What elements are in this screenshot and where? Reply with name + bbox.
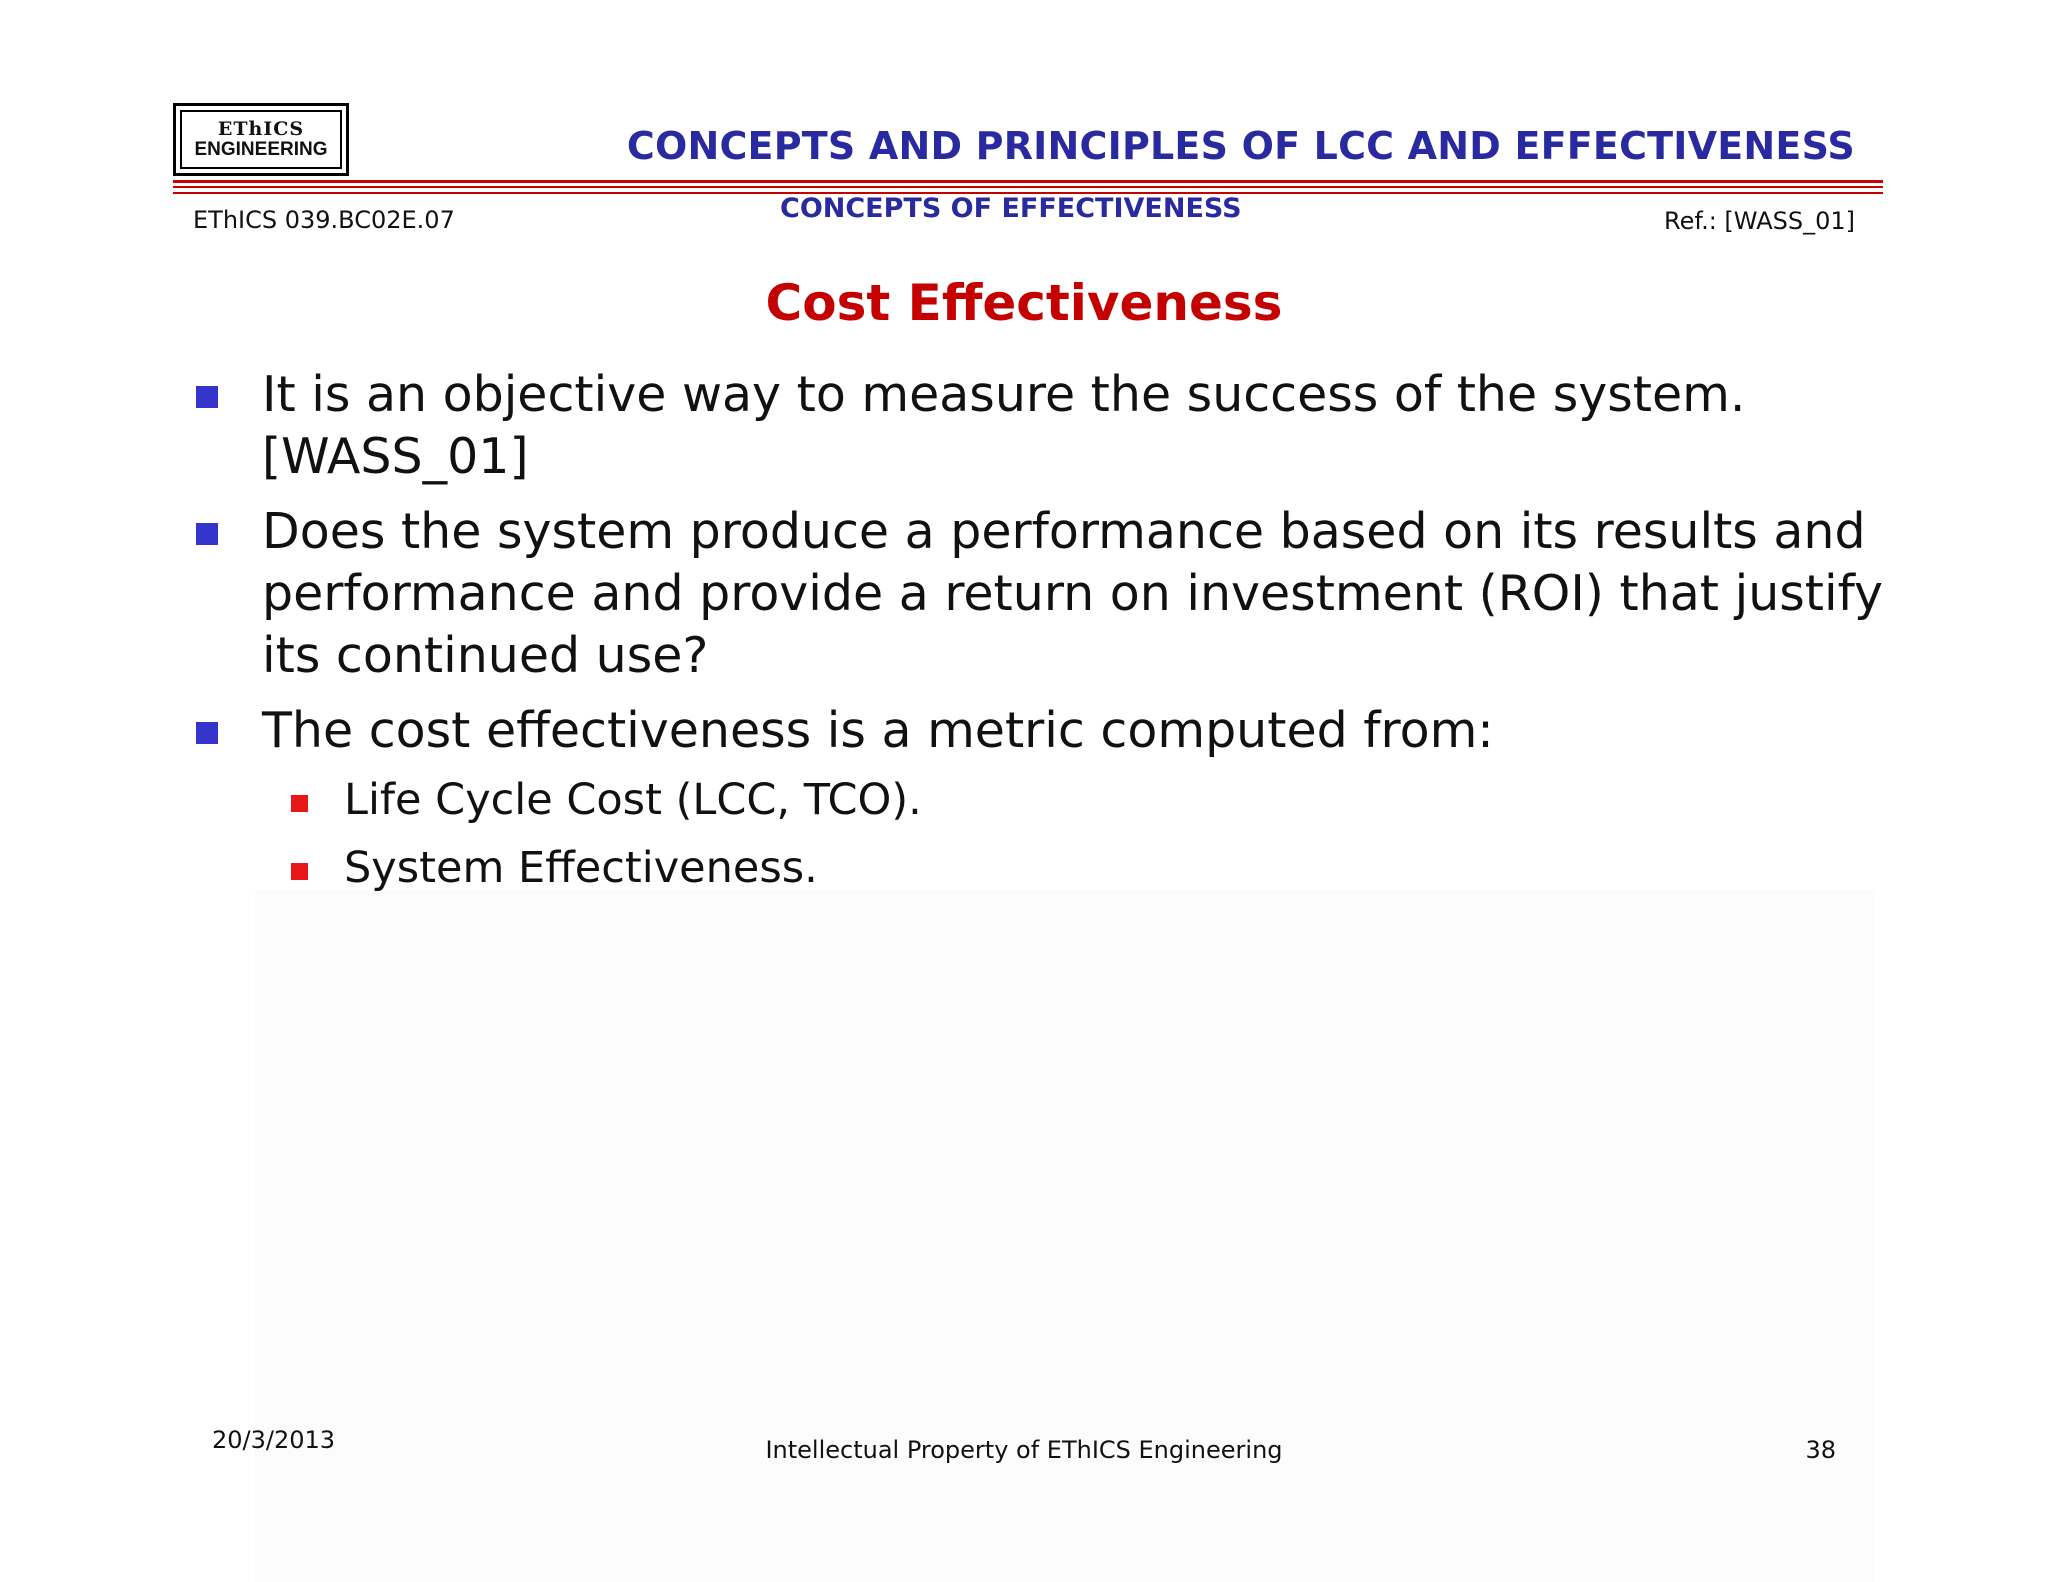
sub-bullet-item [196, 766, 1896, 834]
sub-bullet-list [262, 766, 1896, 902]
square-bullet-icon [196, 523, 218, 545]
sub-bullet-text: System Effectiveness. [344, 843, 818, 893]
sub-bullet-item [196, 834, 1896, 902]
header-rule-top [173, 180, 1883, 183]
logo-text-engineering: ENGINEERING [194, 138, 328, 160]
bullet-item [196, 364, 1896, 488]
reference-label: Ref.: [WASS_01] [1664, 207, 1855, 235]
header-main-title: CONCEPTS AND PRINCIPLES OF LCC AND EFFECTIVENESS [626, 124, 1855, 168]
logo-text-ethics: EThICS [217, 117, 305, 140]
header-rule-middle [173, 186, 1883, 188]
header-subtitle: CONCEPTS OF EFFECTIVENESS [780, 193, 1242, 224]
slide-title: Cost Effectiveness [765, 274, 1283, 332]
footer-copyright: Intellectual Property of EThICS Engineering [765, 1436, 1283, 1464]
bullet-item [196, 700, 1896, 902]
footer-date: 20/3/2013 [212, 1426, 336, 1454]
bullet-item [196, 501, 1896, 687]
bullet-text: It is an objective way to measure the success of the system. [WASS_01] [262, 366, 1746, 485]
document-id: EThICS 039.BC02E.07 [193, 206, 455, 234]
slide-background [255, 890, 1875, 1582]
square-bullet-icon [196, 386, 218, 408]
small-square-bullet-icon [291, 795, 308, 812]
ethics-engineering-logo [173, 103, 349, 176]
page-number: 38 [1805, 1436, 1836, 1464]
bullet-list [196, 364, 1896, 915]
square-bullet-icon [196, 722, 218, 744]
logo-frame [180, 110, 342, 169]
bullet-text: Does the system produce a performance based on its results and performance and provide a return on investment (ROI) that justify its continued use? [262, 503, 1883, 684]
bullet-text: The cost effectiveness is a metric computed from: [262, 702, 1494, 759]
small-square-bullet-icon [291, 863, 308, 880]
sub-bullet-text: Life Cycle Cost (LCC, TCO). [344, 775, 922, 825]
